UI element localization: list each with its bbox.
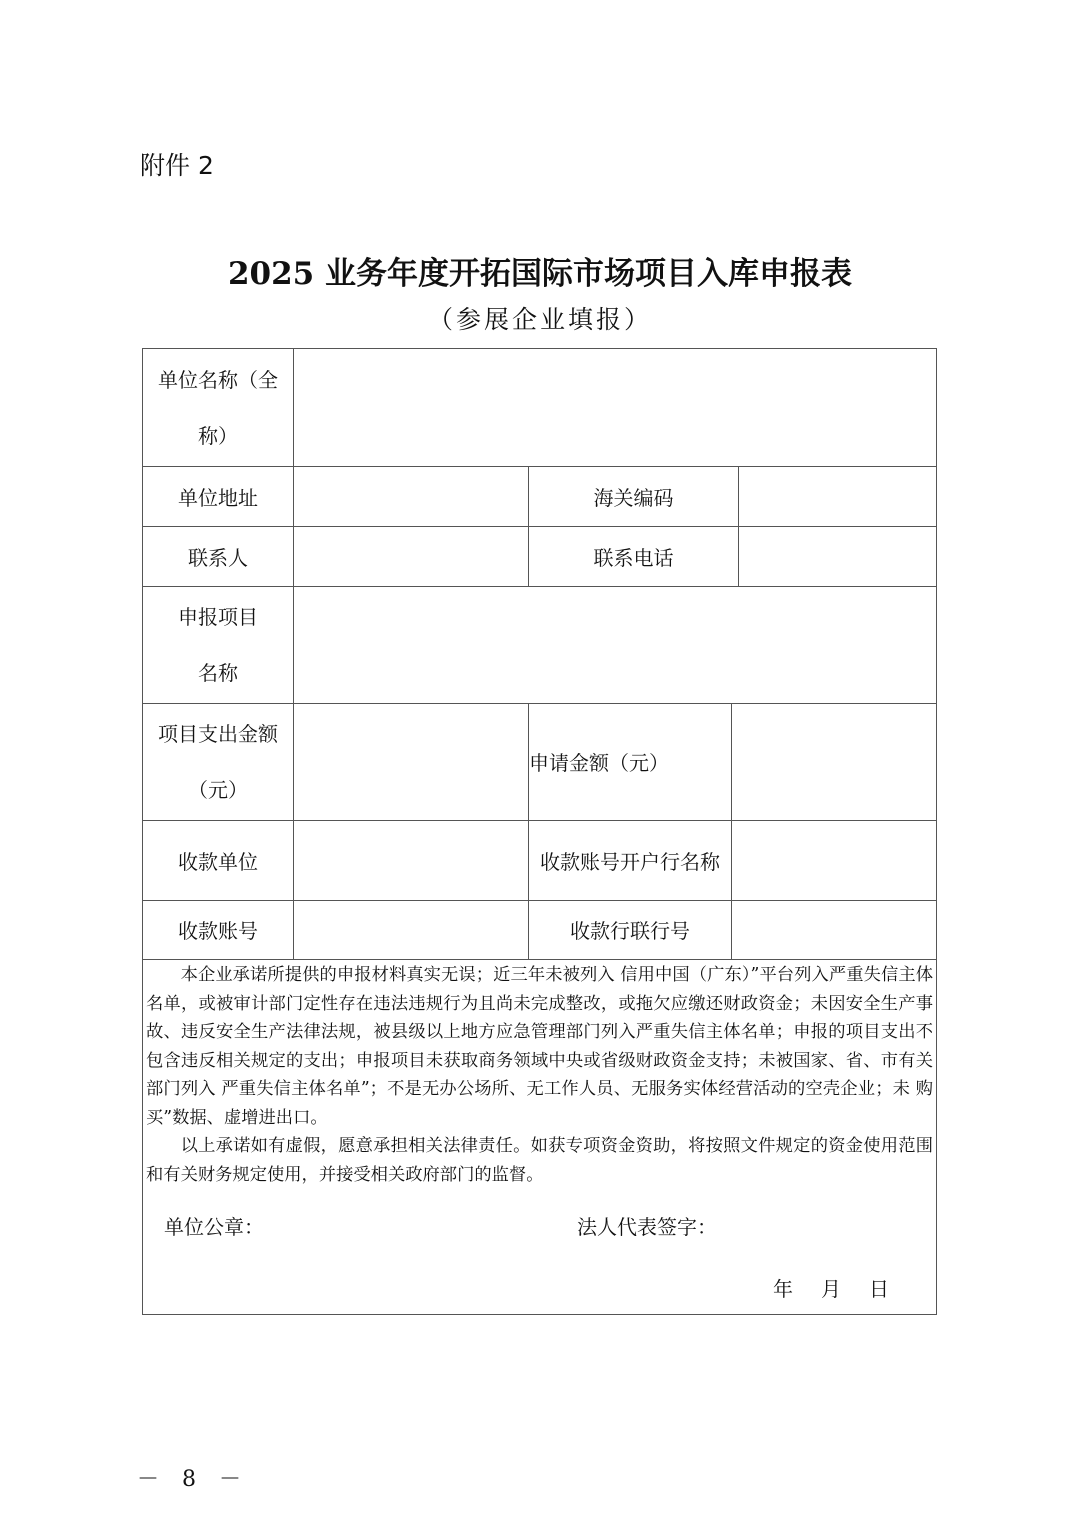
company-seal-label: 单位公章： — [164, 1215, 264, 1239]
bank-code-label: 收款行联行号 — [570, 919, 690, 943]
contact-phone-field[interactable] — [739, 526, 936, 586]
project-expenditure-field[interactable] — [294, 703, 528, 820]
document-title: 2025 业务年度开拓国际市场项目入库申报表 — [227, 256, 853, 292]
project-name-label: 申报项目 名称 — [178, 604, 258, 685]
company-name-field[interactable] — [294, 349, 936, 466]
requested-amount-field[interactable] — [732, 703, 936, 820]
address-field[interactable] — [294, 466, 528, 526]
address-label: 单位地址 — [178, 485, 258, 510]
requested-amount-label: 申请金额（元） — [529, 751, 669, 775]
company-name-label: 单位名称（全 称） — [158, 367, 278, 448]
contact-person-label: 联系人 — [188, 545, 248, 570]
contact-phone-label: 联系电话 — [593, 545, 674, 570]
project-expenditure-label: 项目支出金额 （元） — [158, 721, 278, 802]
bank-code-field[interactable] — [732, 900, 936, 959]
bank-name-field[interactable] — [732, 820, 936, 900]
pledge-paragraph: 本企业承诺所提供的申报材料真实无误；近三年未被列入 信用中国（广东）”平台列入严重失信主体名单，或被审计部门定性存在违法违规行为且尚未完成整改，或拖欠应缴还财政资金；未因安全生产事故、违反安全生产法律法规，被县级以上地方应急管理部门列入严重失信主体名单；申报的项目支出不包含违反相关规定的支出；申报项目未获取商务领域中央或省级财政资金支持；未被国家、省、市有关部门列入 严重失信主体名单”；不是无办公场所、无工作人员、无服务实体经营活动的空壳企业；未 购买”数据、虚增进出口。 — [146, 965, 933, 1128]
page-number: － 8 － — [137, 1467, 249, 1492]
legal-rep-signature-label: 法人代表签字： — [577, 1215, 717, 1239]
document-subtitle: （参展企业填报） — [427, 305, 652, 334]
customs-code-field[interactable] — [739, 466, 936, 526]
account-number-field[interactable] — [294, 900, 528, 959]
project-name-field[interactable] — [294, 586, 936, 703]
payee-unit-label: 收款单位 — [178, 849, 258, 874]
contact-person-field[interactable] — [294, 526, 528, 586]
attachment-label: 附件 2 — [140, 151, 214, 180]
account-number-label: 收款账号 — [178, 919, 258, 943]
row-divider — [143, 959, 936, 960]
bank-name-label: 收款账号开户行名称 — [540, 849, 720, 874]
pledge-statement — [146, 961, 933, 1189]
pledge-paragraph: 以上承诺如有虚假，愿意承担相关法律责任。如获专项资金资助，将按照文件规定的资金使用范围和有关财务规定使用，并接受相关政府部门的监督。 — [146, 1136, 933, 1185]
customs-code-label: 海关编码 — [593, 485, 674, 510]
payee-unit-field[interactable] — [294, 820, 528, 900]
date-label: 年 月 日 — [773, 1277, 893, 1301]
application-form-table — [142, 348, 937, 1315]
